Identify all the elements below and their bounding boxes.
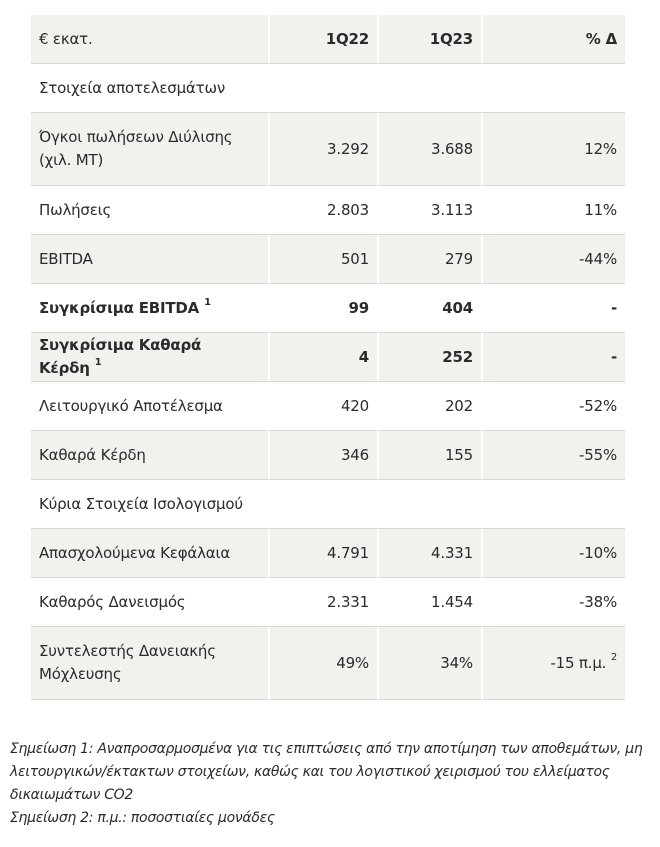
row-label: Καθαρά Κέρδη bbox=[31, 431, 268, 480]
footnote-marker: 1 bbox=[94, 357, 102, 368]
cell-1q22: 501 bbox=[268, 235, 377, 284]
cell-1q22: 2.331 bbox=[268, 578, 377, 627]
cell-1q23: 404 bbox=[377, 284, 481, 333]
header-1q22: 1Q22 bbox=[268, 15, 377, 64]
row-label-cell bbox=[31, 284, 268, 333]
cell-change: -55% bbox=[481, 431, 625, 480]
cell-1q23: 3.113 bbox=[377, 186, 481, 235]
cell-1q23: 4.331 bbox=[377, 529, 481, 578]
section-row bbox=[31, 64, 625, 113]
table-row bbox=[31, 382, 625, 431]
cell-change: - bbox=[481, 333, 625, 382]
footnote-marker: 1 bbox=[204, 296, 211, 308]
cell-change: -44% bbox=[481, 235, 625, 284]
table-row bbox=[31, 186, 625, 235]
cell-1q23: 252 bbox=[377, 333, 481, 382]
cell-1q22: 346 bbox=[268, 431, 377, 480]
cell-change: -10% bbox=[481, 529, 625, 578]
footnote-2: Σημείωση 2: π.μ.: ποσοστιαίες μονάδες bbox=[10, 810, 275, 826]
row-label: Καθαρός Δανεισμός bbox=[31, 578, 268, 627]
table-row bbox=[31, 284, 625, 333]
cell-1q23: 3.688 bbox=[377, 113, 481, 186]
cell-change: -52% bbox=[481, 382, 625, 431]
cell-change: 12% bbox=[481, 113, 625, 186]
table-row bbox=[31, 113, 625, 186]
section-label: Στοιχεία αποτελεσμάτων bbox=[31, 64, 625, 113]
section-row bbox=[31, 480, 625, 529]
cell-change: 11% bbox=[481, 186, 625, 235]
cell-1q22: 2.803 bbox=[268, 186, 377, 235]
table-row bbox=[31, 431, 625, 480]
table-row bbox=[31, 235, 625, 284]
footnote-1: Σημείωση 1: Αναπροσαρμοσμένα για τις επιπτώσεις από την αποτίμηση των αποθεμάτων, μη λειτουργικών/έκτακτων στοιχείων, καθώς και του λογιστικού χειρισμού του ελλείματος δικαιωμάτων CO2 bbox=[10, 741, 643, 803]
footnotes bbox=[10, 738, 655, 830]
cell-1q23: 202 bbox=[377, 382, 481, 431]
table-row bbox=[31, 529, 625, 578]
header-change: % Δ bbox=[481, 15, 625, 64]
table-header-row bbox=[31, 15, 625, 64]
header-unit: € εκατ. bbox=[31, 15, 268, 64]
table-row bbox=[31, 627, 625, 700]
cell-1q22: 49% bbox=[268, 627, 377, 700]
cell-change: -38% bbox=[481, 578, 625, 627]
cell-1q23: 1.454 bbox=[377, 578, 481, 627]
cell-1q22: 420 bbox=[268, 382, 377, 431]
row-label: EBITDA bbox=[31, 235, 268, 284]
row-label: Συγκρίσιμα EBITDA bbox=[39, 298, 200, 317]
row-label: Συγκρίσιμα Καθαρά Κέρδη bbox=[39, 336, 202, 377]
cell-change: - bbox=[481, 284, 625, 333]
cell-1q23: 34% bbox=[377, 627, 481, 700]
table-row bbox=[31, 578, 625, 627]
header-1q23: 1Q23 bbox=[377, 15, 481, 64]
row-label: Λειτουργικό Αποτέλεσμα bbox=[31, 382, 268, 431]
section-label: Κύρια Στοιχεία Ισολογισμού bbox=[31, 480, 625, 529]
cell-1q22: 99 bbox=[268, 284, 377, 333]
cell-change: -15 π.μ. bbox=[550, 653, 607, 672]
cell-1q23: 155 bbox=[377, 431, 481, 480]
cell-1q22: 4.791 bbox=[268, 529, 377, 578]
row-label-cell bbox=[31, 333, 268, 382]
row-label: Απασχολούμενα Κεφάλαια bbox=[31, 529, 268, 578]
cell-1q22: 3.292 bbox=[268, 113, 377, 186]
cell-1q22: 4 bbox=[268, 333, 377, 382]
row-label: Πωλήσεις bbox=[31, 186, 268, 235]
row-label: Συντελεστής Δανειακής Μόχλευσης bbox=[31, 627, 268, 700]
cell-1q23: 279 bbox=[377, 235, 481, 284]
financial-results-table bbox=[31, 15, 625, 700]
footnote-marker: 2 bbox=[610, 651, 617, 663]
row-label: Όγκοι πωλήσεων Διύλισης (χιλ. ΜΤ) bbox=[31, 113, 268, 186]
cell-change-cell bbox=[481, 627, 625, 700]
table-row bbox=[31, 333, 625, 382]
